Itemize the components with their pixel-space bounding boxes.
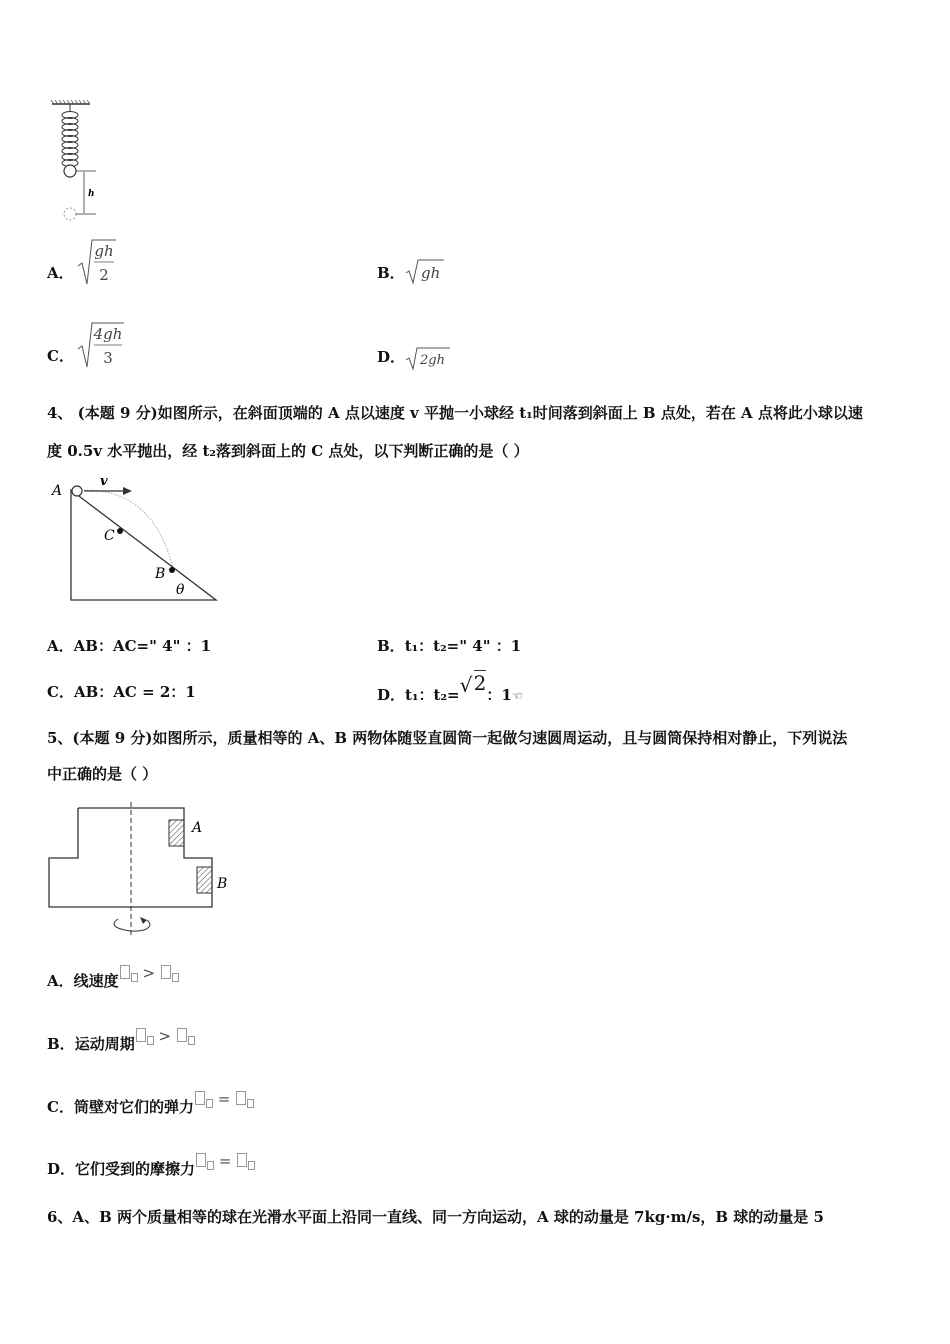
q4-option-c[interactable]: C．AB：AC = 2：1 (47, 683, 196, 701)
placeholder-glyph (177, 1028, 187, 1042)
q5-option-b[interactable]: B．运动周期 > (47, 1033, 195, 1054)
placeholder-glyph (188, 1036, 195, 1045)
object-a-label: A (192, 820, 203, 836)
svg-text:gh: gh (421, 264, 441, 282)
placeholder-glyph (161, 965, 171, 979)
placeholder-glyph (120, 965, 130, 979)
q5-option-c[interactable]: C．筒壁对它们的弹力 = (47, 1096, 254, 1117)
svg-text:2: 2 (99, 266, 109, 284)
q4-option-a[interactable]: A．AB：AC=" 4" ：1 (47, 637, 212, 655)
placeholder-glyph (248, 1161, 255, 1170)
h-label: h (88, 189, 95, 199)
placeholder-glyph (131, 973, 138, 982)
svg-text:gh: gh (94, 242, 114, 260)
placeholder-glyph (206, 1099, 213, 1108)
q5-option-d[interactable]: D．它们受到的摩擦力 = (47, 1158, 255, 1179)
q5-stem-line2: 中正确的是（ ） (47, 765, 158, 783)
q3-option-d[interactable]: D． (377, 348, 406, 366)
q4-option-d[interactable]: D．t₁：t₂= √ 2：1☜ (377, 671, 523, 704)
placeholder-glyph (172, 973, 179, 982)
q3-option-b-expr (404, 256, 446, 286)
q4-stem-line1: 4、 (本题 9 分)如图所示，在斜面顶端的 A 点以速度 v 平抛一小球经 t₁时间落到斜面上 B 点处，若在 A 点将此小球以速 (47, 404, 863, 422)
cursor-artifact-icon: ☜ (511, 689, 523, 703)
q3-option-a[interactable]: A． (47, 264, 74, 282)
svg-text:3: 3 (103, 349, 113, 367)
q5-stem-line1: 5、(本题 9 分)如图所示，质量相等的 A、B 两物体随竖直圆筒一起做匀速圆周运动，且与圆筒保持相对静止，下列说法 (47, 729, 848, 747)
theta-label: θ (176, 582, 185, 598)
placeholder-glyph (136, 1028, 146, 1042)
placeholder-glyph (237, 1153, 247, 1167)
placeholder-glyph (196, 1153, 206, 1167)
q3-option-d-expr (404, 344, 452, 372)
placeholder-glyph (147, 1036, 154, 1045)
q3-option-a-expr (76, 236, 118, 288)
velocity-label: v (100, 476, 108, 489)
q6-stem-line1: 6、A、B 两个质量相等的球在光滑水平面上沿同一直线、同一方向运动，A 球的动量是 7kg·m/s，B 球的动量是 5 (47, 1208, 824, 1226)
q3-option-c-expr (76, 319, 126, 371)
placeholder-glyph (236, 1091, 246, 1105)
svg-text:2gh: 2gh (420, 353, 445, 368)
sqrt-two: √ 2 (459, 671, 487, 697)
q4-option-b[interactable]: B．t₁：t₂=" 4" ：1 (377, 637, 522, 655)
placeholder-glyph (247, 1099, 254, 1108)
point-a-label: A (52, 483, 63, 499)
placeholder-glyph (207, 1161, 214, 1170)
spring-figure (44, 100, 104, 225)
object-b-label: B (217, 876, 228, 892)
cylinder-figure (44, 800, 244, 940)
svg-text:4gh: 4gh (93, 325, 123, 343)
q3-option-c[interactable]: C． (47, 347, 74, 365)
q3-option-b[interactable]: B． (377, 264, 405, 282)
q4-stem-line2: 度 0.5v 水平抛出，经 t₂落到斜面上的 C 点处，以下判断正确的是（ ） (47, 442, 529, 460)
q5-option-a[interactable]: A．线速度 > (47, 970, 179, 991)
point-c-label: C (104, 528, 115, 544)
point-b-label: B (155, 566, 166, 582)
placeholder-glyph (195, 1091, 205, 1105)
incline-figure (44, 476, 224, 608)
